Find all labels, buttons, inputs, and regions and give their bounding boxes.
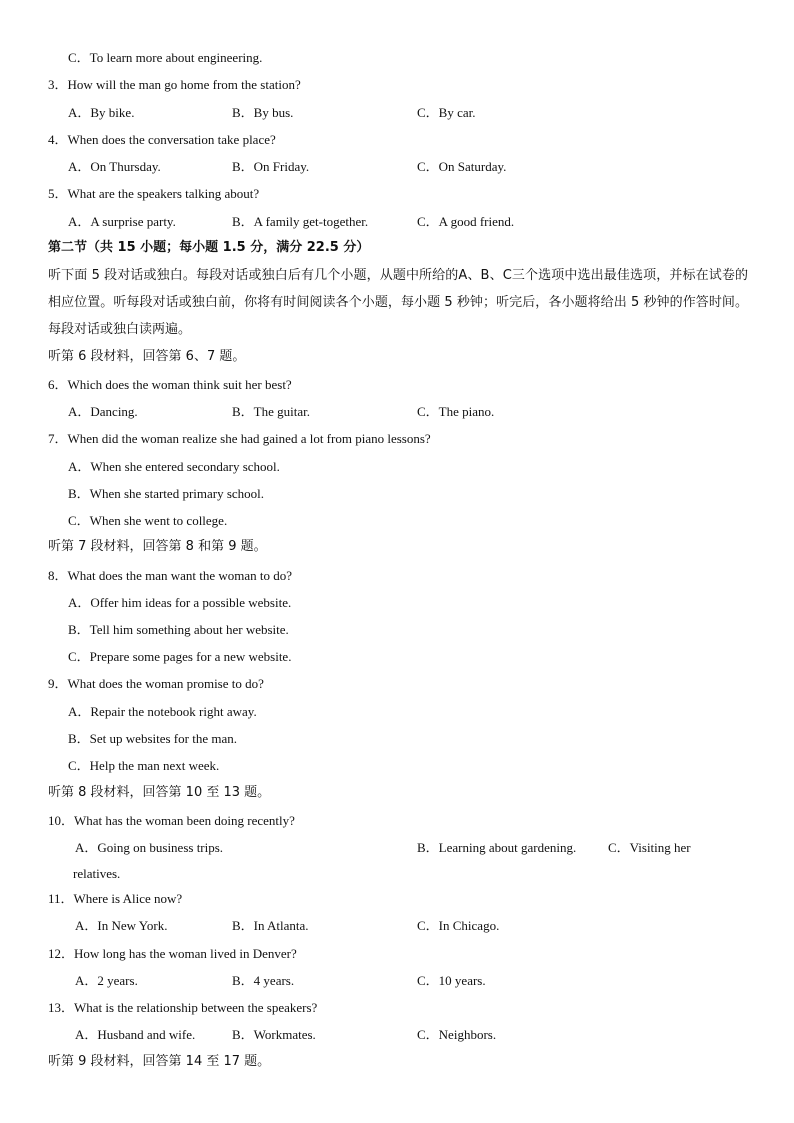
q11-option-c: C．In Chicago. — [417, 918, 500, 933]
question-7: 7．When did the woman realize she had gained a lot from piano lessons? — [48, 431, 431, 446]
q13-option-a: A．Husband and wife. — [75, 1027, 196, 1042]
q7-option-c: C．When she went to college. — [68, 513, 228, 528]
q2-option-c: C．To learn more about engineering. — [68, 50, 263, 65]
q7-option-a: A．When she entered secondary school. — [68, 459, 280, 474]
material-9-heading: 听第 9 段材料，回答第 14 至 17 题。 — [48, 1054, 271, 1069]
material-6-heading: 听第 6 段材料，回答第 6、7 题。 — [48, 349, 246, 364]
q6-option-a: A．Dancing. — [68, 404, 138, 419]
q5-option-a: A．A surprise party. — [68, 214, 176, 229]
q3-option-a: A．By bike. — [68, 105, 135, 120]
question-4: 4．When does the conversation take place? — [48, 132, 276, 147]
q7-option-b: B．When she started primary school. — [68, 486, 265, 501]
q10-option-c-continued: relatives. — [73, 866, 121, 881]
q4-option-b: B．On Friday. — [232, 159, 310, 174]
q12-option-b: B．4 years. — [232, 973, 295, 988]
q8-option-a: A．Offer him ideas for a possible website. — [68, 595, 292, 610]
q9-option-c: C．Help the man next week. — [68, 758, 220, 773]
q8-option-c: C．Prepare some pages for a new website. — [68, 649, 292, 664]
q10-option-c: C．Visiting her — [608, 840, 691, 855]
question-3: 3．How will the man go home from the station? — [48, 77, 301, 92]
q6-option-b: B．The guitar. — [232, 404, 310, 419]
q8-option-b: B．Tell him something about her website. — [68, 622, 289, 637]
q3-option-c: C．By car. — [417, 105, 476, 120]
question-11: 11．Where is Alice now? — [48, 891, 183, 906]
question-12: 12．How long has the woman lived in Denver? — [48, 946, 297, 961]
q6-option-c: C．The piano. — [417, 404, 495, 419]
q9-option-b: B．Set up websites for the man. — [68, 731, 237, 746]
question-5: 5．What are the speakers talking about? — [48, 186, 260, 201]
material-8-heading: 听第 8 段材料，回答第 10 至 13 题。 — [48, 785, 271, 800]
q5-option-b: B．A family get-together. — [232, 214, 369, 229]
question-8: 8．What does the man want the woman to do? — [48, 568, 293, 583]
q11-option-a: A．In New York. — [75, 918, 168, 933]
material-7-heading: 听第 7 段材料，回答第 8 和第 9 题。 — [48, 539, 267, 554]
q13-option-b: B．Workmates. — [232, 1027, 316, 1042]
question-6: 6．Which does the woman think suit her best? — [48, 377, 292, 392]
q12-option-c: C．10 years. — [417, 973, 486, 988]
question-13: 13．What is the relationship between the speakers? — [48, 1000, 318, 1015]
q11-option-b: B．In Atlanta. — [232, 918, 309, 933]
q10-option-a: A．Going on business trips. — [75, 840, 224, 855]
question-9: 9．What does the woman promise to do? — [48, 676, 264, 691]
section-2-instructions: 听下面 5 段对话或独白。每段对话或独白后有几个小题，从题中所给的A、B、C三个选项中选出最佳选项，并标在试卷的相应位置。听每段对话或独白前，你将有时间阅读各个小题，每小题 5 秒钟；听完后，各小题将给出 5 秒钟的作答时间。每段对话或独白读两遍。 — [48, 268, 748, 337]
q3-option-b: B．By bus. — [232, 105, 294, 120]
q9-option-a: A．Repair the notebook right away. — [68, 704, 257, 719]
question-10: 10．What has the woman been doing recently? — [48, 813, 295, 828]
q10-option-b: B．Learning about gardening. — [417, 840, 577, 855]
q5-option-c: C．A good friend. — [417, 214, 515, 229]
q4-option-c: C．On Saturday. — [417, 159, 507, 174]
q12-option-a: A．2 years. — [75, 973, 138, 988]
q4-option-a: A．On Thursday. — [68, 159, 161, 174]
q13-option-c: C．Neighbors. — [417, 1027, 497, 1042]
section-2-heading: 第二节（共 15 小题；每小题 1.5 分，满分 22.5 分） — [48, 240, 370, 255]
